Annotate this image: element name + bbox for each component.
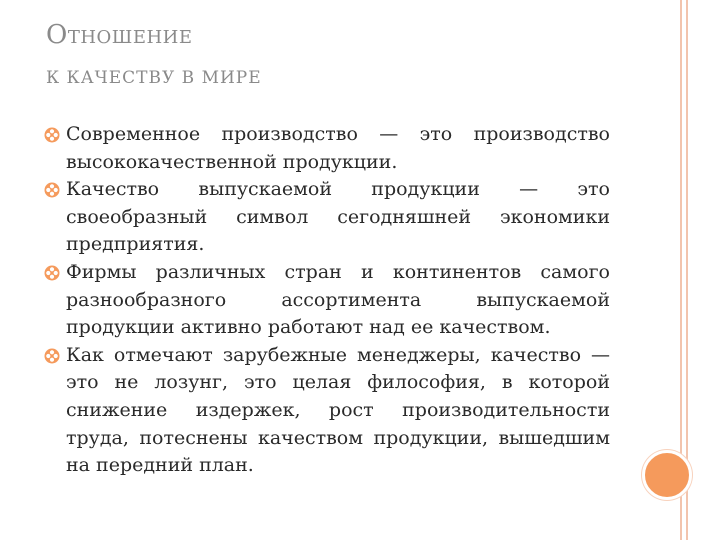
list-item <box>46 259 610 342</box>
flower-bullet-icon <box>44 348 60 364</box>
bullet-text: Как отмечают зарубежные менеджеры, качество — это не лозунг, это целая философия, в которой снижение издержек, рост производительности труда, потеснены качеством продукции, вышедшим на передний план. <box>66 343 610 477</box>
decorative-circle <box>642 450 692 500</box>
list-item <box>46 176 610 259</box>
flower-bullet-icon <box>44 127 60 143</box>
title-line-1-rest: ТНОШЕНИЕ <box>67 27 193 48</box>
title-line-2: К КАЧЕСТВУ В МИРЕ <box>46 68 262 88</box>
title-first-letter: О <box>46 20 68 50</box>
title-line-1 <box>46 22 262 48</box>
bullet-text: Фирмы различных стран и континентов самого разнообразного ассортимента выпускаемой продукции активно работают над ее качеством. <box>66 260 610 339</box>
list-item <box>46 121 610 176</box>
flower-bullet-icon <box>44 265 60 281</box>
list-item <box>46 342 610 480</box>
bullet-text: Качество выпускаемой продукции — это своеобразный символ сегодняшней экономики предприятия. <box>66 178 610 256</box>
bullet-text: Современное производство — это производство высококачественной продукции. <box>66 123 610 173</box>
bullet-list <box>46 121 610 480</box>
flower-bullet-icon <box>44 182 60 198</box>
slide-title <box>46 22 262 87</box>
